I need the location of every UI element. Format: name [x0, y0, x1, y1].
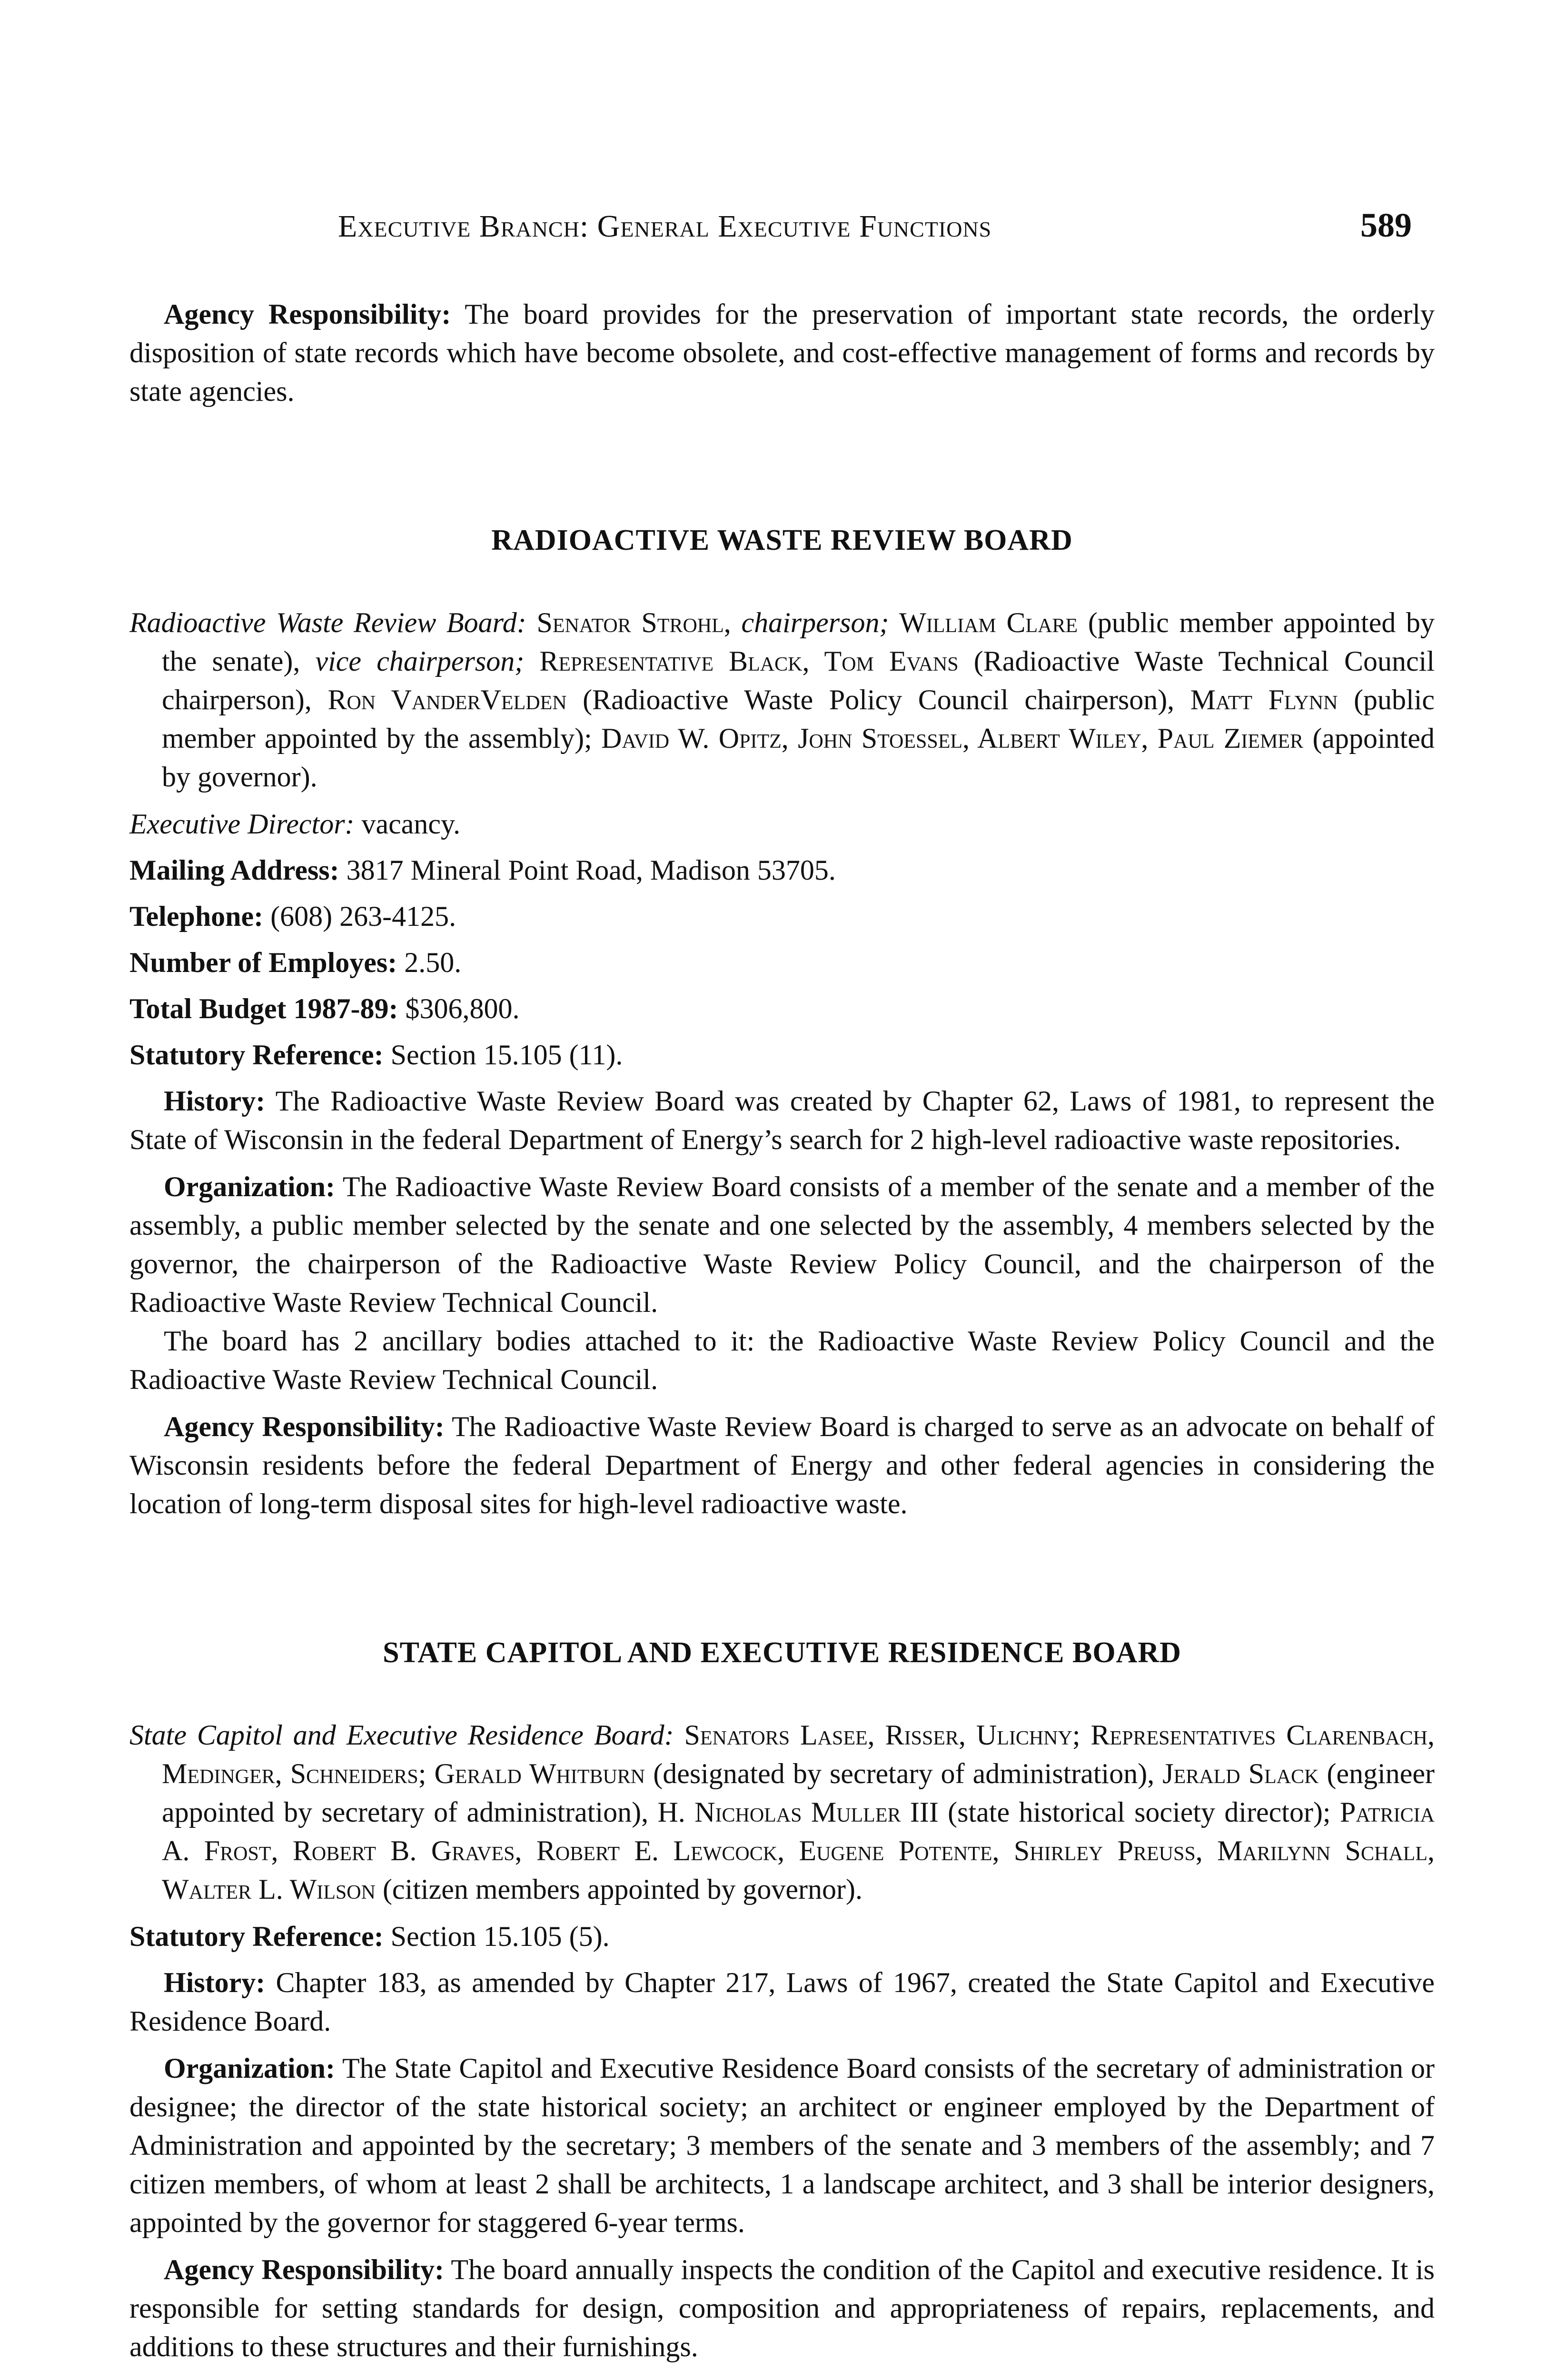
history-text: Chapter 183, as amended by Chapter 217, Laws of 1967, created the State Capitol and Executive Residence Board.: [129, 1967, 1435, 2037]
page-header: [0, 208, 1546, 261]
rwrb-member: David W. Opitz, John Stoessel, Albert Wiley, Paul Ziemer: [601, 723, 1304, 754]
history-label: History:: [164, 1967, 266, 1998]
rwrb-member-role: vice chairperson;: [315, 645, 525, 677]
rwrb-heading: RADIOACTIVE WASTE REVIEW BOARD: [491, 524, 1073, 556]
rwrb-member: Representative Black, Tom Evans: [539, 645, 959, 677]
employees-value: 2.50.: [404, 947, 462, 978]
rwrb-statutory-reference: [129, 1036, 1435, 1074]
capitol-member-note: (citizen members appointed by governor).: [382, 1874, 862, 1905]
rwrb-member: Senator Strohl,: [536, 607, 731, 638]
responsibility-text: The Radioactive Waste Review Board is charged to serve as an advocate on behalf of Wisconsin residents before the federal Department of Energy and other federal agencies in considering the location of long-term disposal sites for high-level radioactive waste.: [129, 1411, 1435, 1519]
page-number: 589: [1360, 206, 1412, 244]
rwrb-organization: [129, 1168, 1435, 1322]
mailing-value: 3817 Mineral Point Road, Madison 53705.: [346, 854, 836, 886]
history-text: The Radioactive Waste Review Board was created by Chapter 62, Laws of 1981, to represent the State of Wisconsin in the federal Department of Energy’s search for 2 high-level radioactive waste repositories.: [129, 1085, 1435, 1155]
organization-label: Organization:: [164, 2053, 335, 2084]
statute-value: Section 15.105 (11).: [390, 1039, 623, 1071]
statute-label: Statutory Reference:: [129, 1039, 384, 1071]
rwrb-member: William Clare: [899, 607, 1078, 638]
rwrb-executive-director: [129, 805, 1435, 843]
rwrb-member-note: (appointed by governor).: [162, 723, 1435, 793]
prev-agency-responsibility: [129, 295, 1435, 411]
running-head: Executive Branch: General Executive Functions: [338, 209, 992, 244]
rwrb-member: Matt Flynn: [1190, 684, 1338, 715]
rwrb-telephone: [129, 897, 1435, 936]
exec-director-label: Executive Director:: [129, 808, 355, 840]
rwrb-employees: [129, 943, 1435, 982]
rwrb-member-role: chairperson;: [741, 607, 889, 638]
capitol-member: Patricia A. Frost, Robert B. Graves, Robert E. Lewcock, Eugene Potente, Shirley Preuss, Marilynn Schall, Walter L. Wilson: [162, 1796, 1435, 1905]
page-body: [129, 295, 1435, 2375]
statute-value: Section 15.105 (5).: [390, 1921, 610, 1952]
rwrb-member: Ron VanderVelden: [327, 684, 567, 715]
rwrb-mailing-address: [129, 851, 1435, 890]
capitol-member-note: (state historical society director);: [948, 1796, 1331, 1828]
capitol-member-note: (engineer appointed by secretary of administration),: [162, 1758, 1435, 1828]
capitol-member-note: (designated by secretary of administration),: [653, 1758, 1155, 1789]
capitol-organization: [129, 2049, 1435, 2242]
prev-responsibility-text: The board provides for the preservation of important state records, the orderly disposition of state records which have become obsolete, and cost-effective management of forms and records by state agencies.: [129, 298, 1435, 407]
prev-responsibility-label: Agency Responsibility:: [164, 298, 451, 330]
rwrb-board-name: Radioactive Waste Review Board:: [129, 607, 526, 638]
phone-label: Telephone:: [129, 901, 264, 932]
rwrb-membership: [129, 604, 1435, 796]
employees-label: Number of Employes:: [129, 947, 397, 978]
responsibility-text: The board annually inspects the condition of the Capitol and executive residence. It is responsible for setting standards for design, composition and appropriateness of repairs, replacements, and additions to these structures and their furnishings.: [129, 2254, 1435, 2362]
rwrb-history: [129, 1082, 1435, 1159]
rwrb-member-note: (Radioactive Waste Policy Council chairperson),: [583, 684, 1175, 715]
capitol-board-name: State Capitol and Executive Residence Board:: [129, 1719, 674, 1751]
capitol-member: Senators Lasee, Risser, Ulichny; Representatives Clarenbach, Medinger, Schneiders; Gerald Whitburn: [162, 1719, 1435, 1789]
rwrb-member-note: (public member appointed by the senate),: [162, 607, 1435, 677]
capitol-heading: STATE CAPITOL AND EXECUTIVE RESIDENCE BOARD: [383, 1636, 1181, 1669]
rwrb-member-note: (public member appointed by the assembly);: [162, 684, 1435, 754]
organization-text: The Radioactive Waste Review Board consists of a member of the senate and a member of the assembly, a public member selected by the senate and one selected by the assembly, 4 members selected by the governor, the chairperson of the Radioactive Waste Review Policy Council, and the chairperson of the Radioactive Waste Review Technical Council.: [129, 1171, 1435, 1318]
phone-value: (608) 263-4125.: [270, 901, 456, 932]
budget-label: Total Budget 1987-89:: [129, 993, 398, 1024]
organization-text: The State Capitol and Executive Residence Board consists of the secretary of administration or designee; the director of the state historical society; an architect or engineer employed by the Department of Administration and appointed by the secretary; 3 members of the senate and 3 members of the assembly; and 7 citizen members, of whom at least 2 shall be architects, 1 a landscape architect, and 3 shall be interior designers, appointed by the governor for staggered 6-year terms.: [129, 2053, 1435, 2238]
capitol-history: [129, 1964, 1435, 2041]
history-label: History:: [164, 1085, 266, 1117]
rwrb-budget: [129, 990, 1435, 1028]
rwrb-ancillary: The board has 2 ancillary bodies attached to it: the Radioactive Waste Review Policy Council and the Radioactive Waste Review Technical Council.: [129, 1325, 1435, 1395]
rwrb-agency-responsibility: [129, 1408, 1435, 1523]
statute-label: Statutory Reference:: [129, 1921, 384, 1952]
capitol-agency-responsibility: [129, 2251, 1435, 2366]
exec-director-value: vacancy.: [361, 808, 461, 840]
capitol-statutory-reference: [129, 1917, 1435, 1956]
rwrb-member-note: (Radioactive Waste Technical Council chairperson),: [162, 645, 1435, 715]
capitol-membership: [129, 1716, 1435, 1909]
mailing-label: Mailing Address:: [129, 854, 339, 886]
responsibility-label: Agency Responsibility:: [164, 2254, 444, 2285]
capitol-member: Jerald Slack: [1162, 1758, 1319, 1789]
organization-label: Organization:: [164, 1171, 335, 1202]
capitol-member: H. Nicholas Muller III: [657, 1796, 939, 1828]
responsibility-label: Agency Responsibility:: [164, 1411, 445, 1442]
budget-value: $306,800.: [405, 993, 520, 1024]
